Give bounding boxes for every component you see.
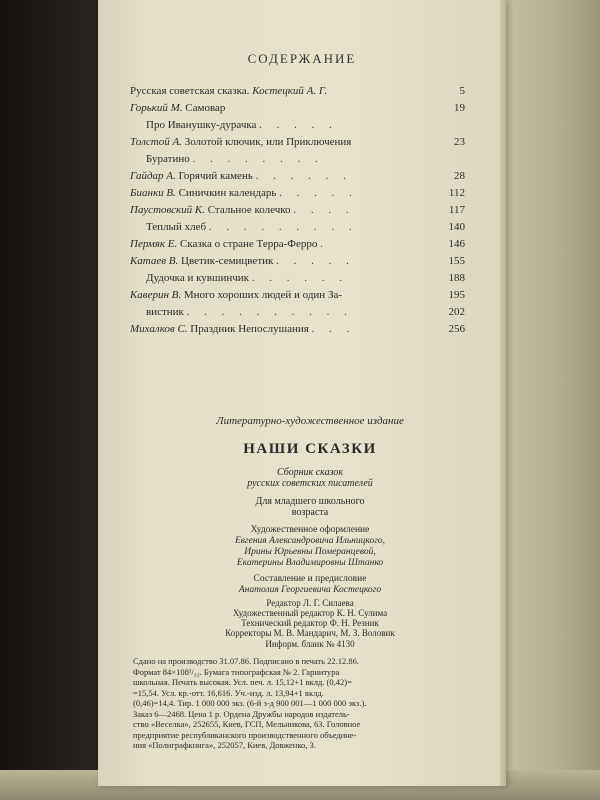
leader-dots: . . . . . — [276, 255, 355, 267]
toc-entry — [130, 203, 465, 217]
toc-entry-author: Паустовский К. — [130, 204, 205, 216]
toc-entry-title: Горячий камень — [175, 170, 253, 182]
toc-entry — [130, 186, 465, 200]
toc-entry-page: 28 — [454, 170, 465, 182]
toc-entry-page: 5 — [459, 85, 465, 97]
subtitle-line: русских советских писателей — [247, 478, 373, 489]
edition-label: Литературно-художественное издание — [216, 415, 404, 427]
toc-entry — [130, 322, 465, 336]
toc-entry-title: Теплый хлеб — [146, 221, 207, 233]
toc-entry-title: Много хороших людей и один За- — [181, 289, 342, 301]
imprint-line: Сдано на производство 31.07.86. Подписано в печать 22.12.86. — [133, 656, 360, 666]
toc-entry-title: вистник — [146, 306, 184, 318]
toc-entry — [130, 237, 465, 251]
editor-line: Редактор Л. Г. Силаева — [266, 598, 354, 608]
art-credits — [180, 525, 440, 569]
toc-entry-page: 117 — [448, 204, 465, 216]
toc-entry — [130, 101, 465, 115]
imprint-line: Формат 84×108¹/₃₂. Бумага типографская № 2. Гарнитура — [133, 666, 340, 677]
toc-entry-page: 112 — [448, 187, 465, 199]
toc-title: СОДЕРЖАНИЕ — [247, 51, 357, 66]
toc-entry-author: Пермяк Е. — [130, 238, 178, 250]
toc-entry-title: Золотой ключик, или Приключения — [181, 136, 352, 148]
leader-dots: . — [320, 238, 329, 250]
toc-entry-page: 19 — [454, 102, 465, 114]
toc-entry-author: Толстой А. — [130, 136, 182, 148]
age-line: возраста — [291, 507, 329, 518]
leader-dots: . . . . . — [259, 119, 338, 131]
toc-entry-title: Синичкин календарь — [175, 187, 277, 199]
toc-entry-page: 140 — [448, 221, 465, 233]
leader-dots: . . . . . . . . . — [208, 221, 358, 233]
toc-entry-title: Праздник Непослушания — [187, 323, 309, 335]
artist-name: Евгения Александровича Ильницкого, — [234, 536, 386, 546]
toc-entry-title: Стальное колечко — [204, 204, 291, 216]
editor-line: Технический редактор Ф. Н. Резник — [241, 618, 379, 628]
editor-credits — [180, 598, 440, 638]
artist-name: Екатерины Владимировны Штанко — [236, 558, 384, 568]
toc-entry — [130, 254, 465, 268]
toc-entry-page: 155 — [448, 255, 465, 267]
art-label: Художественное оформление — [250, 525, 370, 535]
toc-entry — [130, 305, 465, 319]
toc-entry — [130, 152, 465, 166]
leader-dots: . . . — [311, 323, 356, 335]
toc-entry — [130, 118, 465, 132]
toc-entry-title: Буратино — [146, 153, 190, 165]
toc-entry-title: Цветик-семицветик — [178, 255, 274, 267]
imprint-line: Заказ 6—2468. Цена 1 р. Ордена Дружбы народов издатель- — [133, 708, 350, 719]
toc-entry-page: 146 — [448, 238, 465, 250]
leader-dots: . . . . . . — [251, 272, 348, 284]
toc-entry-author: Катаев В. — [130, 255, 179, 267]
imprint-line: =15,54. Усл. кр.-отт. 16,616. Уч.-изд. л. 13,94+1 вклд. — [133, 687, 324, 698]
toc-entry-page: 23 — [454, 136, 465, 148]
leader-dots: . . . . — [293, 204, 355, 216]
book-title: НАШИ СКАЗКИ — [243, 441, 377, 457]
editor-line: Художественный редактор К. Н. Сулима — [232, 608, 388, 618]
book-cover-right — [490, 0, 600, 800]
toc-entry-title: Про Иванушку-дурачка — [146, 119, 257, 131]
compiler-name: Анатолия Георгиевича Костецкого — [238, 585, 382, 595]
imprint-line: школьная. Печать высокая. Усл. печ. л. 15,12+1 вклд. (0,42)= — [133, 677, 352, 687]
editor-line: Корректоры М. В. Мандарич, М. З. Воловик — [225, 628, 395, 638]
toc-entry — [130, 84, 465, 98]
toc-entry-title: Самовар — [182, 102, 226, 114]
imprint-line: (0,46)=14,4. Тир. 1 000 000 экз. (6-й з-д 900 001—1 000 000 экз.). — [133, 698, 367, 708]
toc-entry-author: Бианки В. — [130, 187, 176, 199]
toc-entry-author: Горький М. — [130, 102, 183, 114]
toc-entry-author: Гайдар А. — [130, 170, 176, 182]
imprint-line: ния «Полиграфкнига», 252057, Киев, Довженко, 3. — [133, 740, 316, 750]
toc-entry-title: Дудочка и кувшинчик — [146, 272, 249, 284]
subtitle-line: Сборник сказок — [276, 467, 344, 478]
toc-entry-title: Русская советская сказка. — [130, 85, 253, 97]
page-edge — [500, 0, 506, 786]
toc-entry-author: Костецкий А. Г. — [252, 85, 328, 97]
leader-dots: . . . . . . — [255, 170, 352, 182]
toc-entry-title: Сказка о стране Терра-Ферро — [177, 238, 318, 250]
imprint-line: ство «Веселка», 252655, Киев, ГСП, Мельникова, 63. Головное — [133, 719, 361, 729]
inform-blank: Информ. бланк № 4130 — [265, 639, 355, 649]
artist-name: Ирины Юрьевны Померанцевой, — [244, 547, 376, 557]
leader-dots: . . . . . . . . . . — [186, 306, 353, 318]
compiler-label: Составление и предисловие — [253, 574, 367, 584]
toc-entry — [130, 288, 465, 302]
age-label — [180, 496, 440, 518]
toc-entry — [130, 169, 465, 183]
toc-entry-author: Каверин В. — [130, 289, 182, 301]
toc-entry-page: 188 — [448, 272, 465, 284]
age-line: Для младшего школьного — [255, 496, 365, 507]
leader-dots: . . . . . — [279, 187, 358, 199]
leader-dots: . . . . . . . . — [192, 153, 324, 165]
toc-entry — [130, 220, 465, 234]
imprint-line: предприятие республиканского производственного объедине- — [133, 729, 357, 740]
toc-entry-page: 202 — [448, 306, 465, 318]
toc-entry — [130, 135, 465, 149]
toc-entry-page: 256 — [448, 323, 465, 335]
toc-entry-author: Михалков С. — [130, 323, 188, 335]
compiler-credits — [180, 574, 440, 596]
print-imprint — [133, 656, 463, 751]
book-subtitle — [180, 467, 440, 489]
toc-entry — [130, 271, 465, 285]
toc-entry-page: 195 — [448, 289, 465, 301]
